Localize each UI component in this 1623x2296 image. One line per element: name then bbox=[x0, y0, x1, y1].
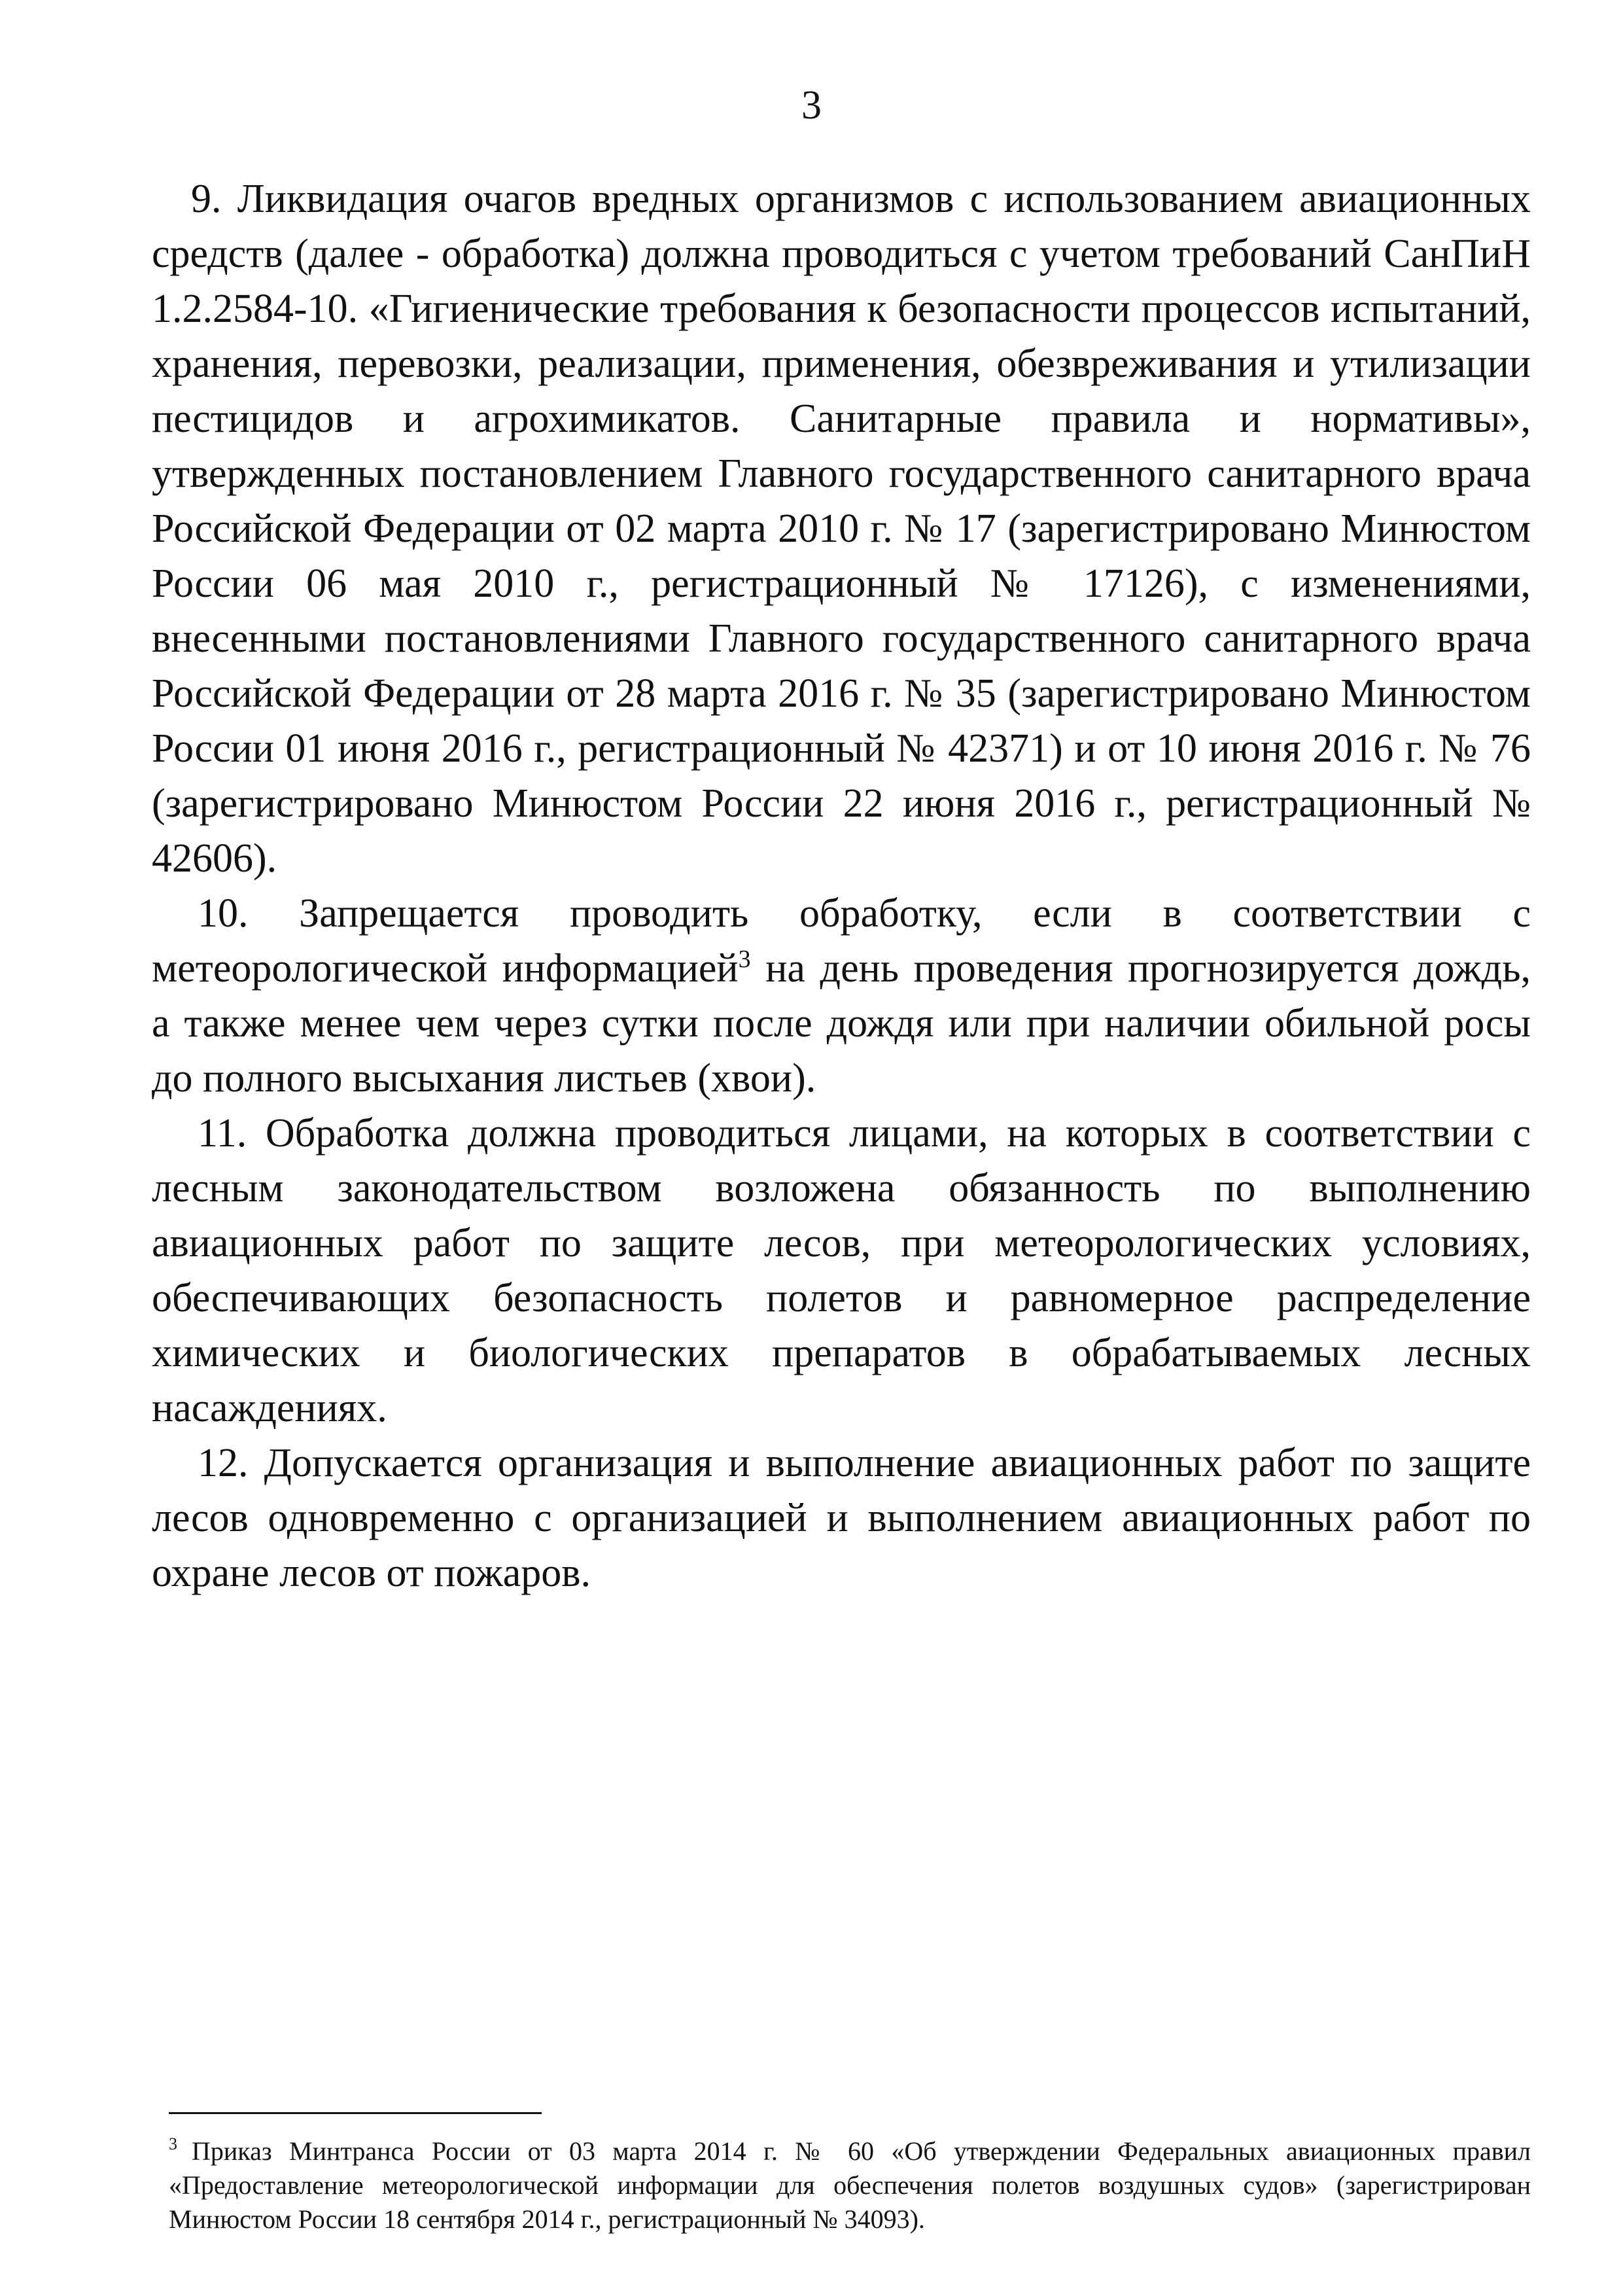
paragraph-9: 9. Ликвидация очагов вредных организмов с использованием авиационных средств (далее - обработка) должна проводиться с учетом требований СанПиН 1.2.2584-10. «Гигиенические требования к безопасности процессов испытаний, хранения, перевозки, реализации, применения, обезвреживания и утилизации пестицидов и агрохимикатов. Санитарные правила и нормативы», утвержденных постановлением Главного государственного санитарного врача Российской Федерации от 02 марта 2010 г. № 17 (зарегистрировано Минюстом России 06 мая 2010 г., регистрационный № 17126), с изменениями, внесенными постановлениями Главного государственного санитарного врача Российской Федерации от 28 марта 2016 г. № 35 (зарегистрировано Минюстом России 01 июня 2016 г., регистрационный № 42371) и от 10 июня 2016 г. № 76 (зарегистрировано Минюстом России 22 июня 2016 г., регистрационный № 42606). bbox=[152, 177, 1531, 881]
paragraph-10 bbox=[152, 886, 1531, 1106]
footnote-marker: 3 bbox=[169, 2134, 177, 2153]
paragraph-10-text-before: 10. Запрещается проводить обработку, если в соответствии с метеорологической информацией bbox=[152, 891, 1531, 991]
document-body bbox=[152, 171, 1531, 1600]
footnote bbox=[169, 2134, 1531, 2236]
footnote-reference: 3 bbox=[738, 945, 751, 973]
paragraph-10-text-after: на день проведения прогнозируется дождь, а также менее чем через сутки после дождя или при наличии обильной росы до полного высыхания листьев (хвои). bbox=[152, 946, 1531, 1101]
footnote-text: Приказ Минтранса России от 03 марта 2014 г. № 60 «Об утверждении Федеральных авиационных правил «Предоставление метеорологической информации для обеспечения полетов воздушных судов» (зарегистрирован Минюстом России 18 сентября 2014 г., регистрационный № 34093). bbox=[169, 2136, 1531, 2234]
page-number: 3 bbox=[801, 83, 822, 128]
paragraph-12: 12. Допускается организация и выполнение авиационных работ по защите лесов одновременно с организацией и выполнением авиационных работ по охране лесов от пожаров. bbox=[152, 1441, 1531, 1595]
paragraph-11: 11. Обработка должна проводиться лицами, на которых в соответствии с лесным законодательством возложена обязанность по выполнению авиационных работ по защите лесов, при метеорологических условиях, обеспечивающих безопасность полетов и равномерное распределение химических и биологических препаратов в обрабатываемых лесных насаждениях. bbox=[152, 1111, 1531, 1430]
footnote-separator bbox=[169, 2112, 542, 2114]
